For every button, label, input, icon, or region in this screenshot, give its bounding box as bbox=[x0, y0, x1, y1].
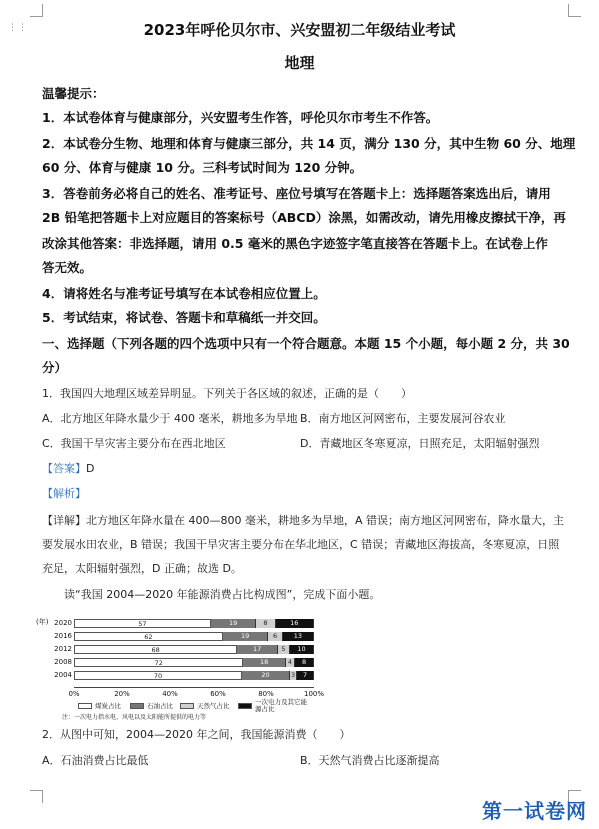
legend-swatch bbox=[78, 703, 92, 709]
bar-row bbox=[74, 619, 314, 628]
answer-value: D bbox=[86, 462, 95, 475]
y-tick-label: 2004 bbox=[54, 671, 72, 679]
bar-segment: 19 bbox=[223, 632, 269, 641]
tip-line: 2．本试卷分生物、地理和体育与健康三部分，共 14 页，满分 130 分，其中生物 60 分、地理 bbox=[42, 136, 576, 151]
tip-line: 60 分、体育与健康 10 分。三科考试时间为 120 分钟。 bbox=[42, 160, 363, 175]
energy-consumption-chart bbox=[34, 615, 324, 720]
y-tick-label: 2020 bbox=[54, 619, 72, 627]
bar-segment: 70 bbox=[74, 671, 242, 680]
analysis-label: 【解析】 bbox=[42, 487, 86, 500]
option-c: C．我国干旱灾害主要分布在西北地区 bbox=[42, 437, 226, 450]
bar-row bbox=[74, 632, 314, 641]
bar-row bbox=[74, 658, 314, 667]
bar-segment: 62 bbox=[74, 632, 223, 641]
bar-segment: 19 bbox=[211, 619, 257, 628]
question-stem: 1．我国四大地理区域差异明显。下列关于各区域的叙述，正确的是（ ） bbox=[42, 387, 412, 400]
page-corner-mark bbox=[30, 790, 43, 803]
bar-segment: 8 bbox=[256, 619, 275, 628]
option-b: B．天然气消费占比逐渐提高 bbox=[300, 754, 440, 767]
subject-title: 地理 bbox=[284, 54, 315, 72]
bar-segment: 10 bbox=[290, 645, 314, 654]
y-tick-label: 2016 bbox=[54, 632, 72, 640]
y-tick-label: 2012 bbox=[54, 645, 72, 653]
tip-line: 4．请将姓名与准考证号填写在本试卷相应位置上。 bbox=[42, 286, 326, 301]
bar-segment: 72 bbox=[74, 658, 243, 667]
option-a: A．北方地区年降水量少于 400 毫米，耕地多为旱地 bbox=[42, 412, 298, 425]
bar-segment: 5 bbox=[278, 645, 290, 654]
bar-segment: 4 bbox=[286, 658, 295, 667]
legend-label: 一次电力及其它能源占比 bbox=[255, 698, 307, 713]
section-heading: 分） bbox=[42, 360, 68, 375]
legend-item bbox=[130, 701, 173, 710]
bar-segment: 3 bbox=[290, 671, 297, 680]
reading-instruction: 读“我国 2004—2020 年能源消费占比构成图”，完成下面小题。 bbox=[64, 588, 381, 601]
legend-swatch bbox=[130, 703, 144, 709]
tip-line: 2B 铅笔把答题卡上对应题目的答案标号（ABCD）涂黑，如需改动，请先用橡皮擦拭干净，再 bbox=[42, 210, 566, 225]
x-tick-label: 100% bbox=[303, 690, 324, 698]
x-tick-label: 80% bbox=[258, 690, 274, 698]
bar-segment: 57 bbox=[74, 619, 211, 628]
tip-line: 1．本试卷体育与健康部分，兴安盟考生作答，呼伦贝尔市考生不作答。 bbox=[42, 110, 439, 125]
x-tick-label: 40% bbox=[162, 690, 178, 698]
detail-line: 要发展水田农业，B 错误；我国干旱灾害主要分布在华北地区，C 错误；青藏地区海拔高，冬寒夏凉，日照 bbox=[42, 538, 560, 551]
x-tick-label: 0% bbox=[68, 690, 80, 698]
bar-segment: 20 bbox=[242, 671, 290, 680]
answer-label: 【答案】D bbox=[42, 462, 95, 475]
bar-segment: 7 bbox=[297, 671, 314, 680]
option-a: A．石油消费占比最低 bbox=[42, 754, 149, 767]
bar-segment: 6 bbox=[268, 632, 282, 641]
tip-line: 答无效。 bbox=[42, 260, 93, 275]
y-tick-label: 2008 bbox=[54, 658, 72, 666]
chart-note: 注：一次电力指水电、风电以及太阳能所提供的电力等 bbox=[62, 714, 207, 721]
drag-handle-icon[interactable]: ⋮⋮ bbox=[8, 23, 28, 33]
legend-swatch bbox=[238, 703, 252, 709]
legend-label: 煤炭占比 bbox=[95, 702, 121, 710]
option-b: B．南方地区河网密布，主要发展河谷农业 bbox=[300, 412, 506, 425]
section-heading: 一、选择题（下列各题的四个选项中只有一个符合题意。本题 15 个小题，每小题 2 分，共 30 bbox=[42, 336, 570, 351]
x-tick-label: 20% bbox=[114, 690, 130, 698]
bar-segment: 18 bbox=[243, 658, 285, 667]
option-d: D．青藏地区冬寒夏凉，日照充足，太阳辐射强烈 bbox=[300, 437, 540, 450]
legend-item bbox=[180, 701, 230, 710]
x-tick-label: 60% bbox=[210, 690, 226, 698]
legend-item bbox=[78, 701, 121, 710]
bar-row bbox=[74, 645, 314, 654]
tip-line: 改涂其他答案：非选择题，请用 0.5 毫米的黑色字迹签字笔直接答在答题卡上。在试卷上作 bbox=[42, 236, 548, 251]
bar-segment: 8 bbox=[295, 658, 314, 667]
bar-segment: 17 bbox=[237, 645, 278, 654]
x-axis bbox=[74, 687, 314, 688]
bar-segment: 16 bbox=[276, 619, 314, 628]
legend-swatch bbox=[180, 703, 194, 709]
bar-segment: 13 bbox=[283, 632, 314, 641]
detail-line: 充足，太阳辐射强烈，D 正确；故选 D。 bbox=[42, 562, 242, 575]
legend-item bbox=[238, 699, 311, 713]
watermark-logo: 第一试卷网 bbox=[482, 799, 587, 823]
page-corner-mark bbox=[568, 4, 581, 17]
tip-line: 5．考试结束，将试卷、答题卡和草稿纸一并交回。 bbox=[42, 310, 326, 325]
legend-label: 天然气占比 bbox=[197, 702, 230, 710]
bar-segment: 68 bbox=[74, 645, 237, 654]
tip-line: 3．答卷前务必将自己的姓名、准考证号、座位号填写在答题卡上：选择题答案选出后，请用 bbox=[42, 186, 551, 201]
detail-line: 【详解】北方地区年降水量在 400—800 毫米，耕地多为旱地，A 错误；南方地区河网密布，降水量大，主 bbox=[42, 514, 565, 527]
tips-heading: 温馨提示： bbox=[42, 86, 105, 101]
legend-label: 石油占比 bbox=[147, 702, 173, 710]
question-stem: 2．从图中可知，2004—2020 年之间，我国能源消费（ ） bbox=[42, 728, 351, 741]
page-corner-mark bbox=[30, 4, 43, 17]
exam-title: 2023年呼伦贝尔市、兴安盟初二年级结业考试 bbox=[143, 21, 456, 39]
bar-row bbox=[74, 671, 314, 680]
y-axis-title: (年) bbox=[36, 618, 49, 626]
